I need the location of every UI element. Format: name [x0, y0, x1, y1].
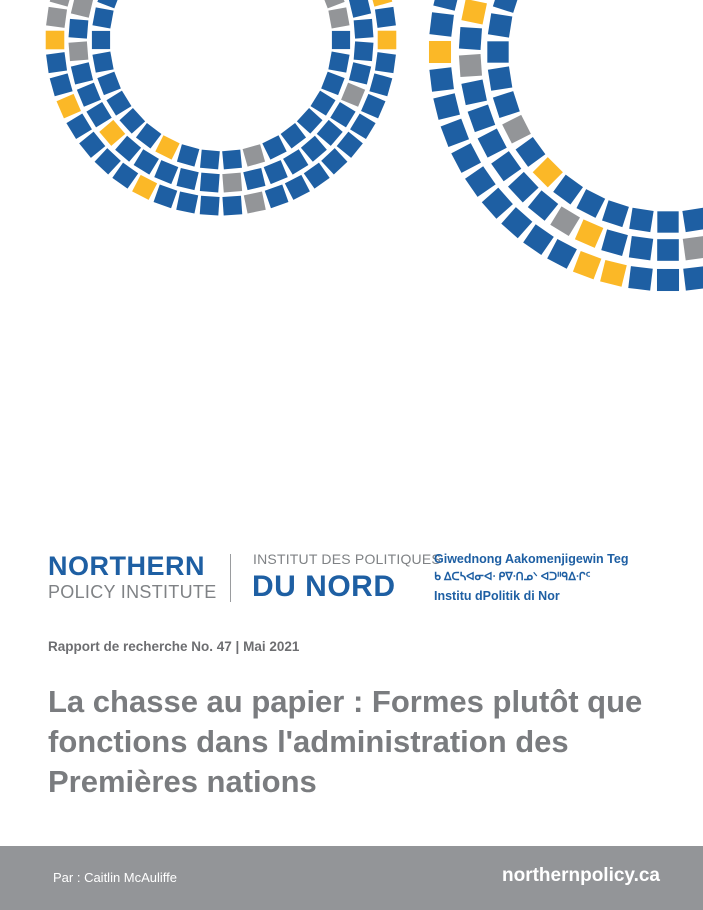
ring-tile [92, 31, 110, 49]
ring-tile [106, 91, 131, 116]
ring-tile [311, 91, 336, 116]
npi-logo-policy-institute: POLICY INSTITUTE [48, 582, 217, 602]
ring-tile [657, 211, 678, 232]
ring-tile [330, 102, 355, 127]
ring-tile [482, 188, 513, 219]
ring-tile [46, 31, 65, 50]
ring-tile [501, 207, 532, 238]
ring-tile [441, 119, 469, 147]
ipn-logo-du-nord: DU NORD [252, 570, 396, 603]
ring-tile [92, 7, 113, 28]
left-ring [46, 0, 397, 216]
ring-tile [177, 168, 199, 190]
ring-tile [459, 54, 482, 77]
ring-tile [285, 175, 310, 200]
ring-tile [628, 266, 653, 291]
ring-tile [97, 72, 121, 96]
ring-tile [200, 196, 220, 216]
ring-tile [92, 51, 113, 72]
ring-tile [46, 52, 67, 73]
ring-tile [222, 173, 242, 193]
ring-tile [488, 66, 512, 90]
ring-tile [516, 137, 546, 167]
logo-divider [230, 554, 231, 602]
ring-tile [502, 115, 531, 144]
ring-tile [57, 94, 81, 118]
right-ring [429, 0, 703, 291]
ring-tile [176, 192, 198, 214]
ring-tile [50, 0, 73, 7]
ring-tile [461, 0, 487, 25]
ring-tile [433, 93, 460, 120]
ring-tile [115, 136, 141, 162]
ring-tile [200, 150, 220, 170]
ring-tile [488, 13, 512, 37]
ring-tile [341, 83, 365, 107]
ring-tile [50, 73, 73, 96]
ring-tile [281, 123, 306, 148]
ring-tile [349, 62, 371, 84]
ipn-logo-institut: INSTITUT DES POLITIQUES [253, 551, 441, 567]
ring-tile [493, 91, 520, 118]
ring-tile [354, 19, 374, 39]
ring-tile [71, 0, 93, 18]
ring-tile [321, 72, 345, 96]
ring-tile [136, 123, 161, 148]
ring-tile [575, 219, 603, 247]
ring-tile [629, 208, 653, 232]
ring-tile [451, 143, 481, 173]
ring-tile [317, 120, 343, 146]
ring-tile [487, 41, 508, 62]
ring-tile [429, 12, 454, 37]
ring-tile [321, 148, 347, 174]
ring-tile [99, 120, 125, 146]
ring-tile [573, 251, 601, 279]
ring-tile [657, 239, 679, 261]
report-meta: Rapport de recherche No. 47 | Mai 2021 [48, 639, 300, 654]
ring-tile [523, 224, 554, 255]
ring-tile [265, 185, 289, 209]
ring-tile [550, 206, 580, 236]
ring-tile [350, 113, 376, 139]
ring-tile [601, 229, 628, 256]
ring-tile [134, 149, 159, 174]
ring-tile [77, 83, 101, 107]
ring-tile [154, 160, 178, 184]
ring-tile [600, 260, 627, 287]
ring-tile [491, 151, 521, 181]
ring-tile [465, 166, 496, 197]
ring-tile [354, 41, 374, 61]
ring-tile [69, 19, 89, 39]
ring-tile [97, 0, 121, 8]
ring-tile [132, 175, 157, 200]
ring-tile [297, 108, 323, 134]
ring-tile [95, 148, 121, 174]
indigenous-name-michif: Institu dPolitik di Nor [434, 589, 560, 603]
ring-tile [321, 0, 345, 8]
ring-tile [361, 94, 385, 118]
ring-tile [86, 102, 111, 127]
ring-tile [283, 149, 308, 174]
ring-tile [79, 132, 105, 158]
ring-tile [602, 200, 629, 227]
indigenous-name-syllabics: ᑲ ᐃᑕᓴᐊᓂᐊᐧ ᑭᐁᐧᑎᓄᐠ ᐊᑐᐦᑫᐃᐧᒋᑦ [434, 571, 591, 583]
ring-tile [429, 67, 454, 92]
ring-tile [369, 73, 392, 96]
ring-tile [429, 41, 451, 63]
website-link[interactable]: northernpolicy.ca [501, 865, 660, 886]
ring-tile [461, 79, 487, 105]
ring-tile [683, 266, 703, 291]
ring-tile [478, 129, 507, 158]
ring-tile [177, 144, 199, 166]
ring-tile [262, 135, 286, 159]
ring-tile [629, 236, 653, 260]
ring-tile [547, 239, 577, 269]
ring-tile [112, 163, 138, 189]
ring-tile [71, 62, 93, 84]
ring-tile [243, 168, 265, 190]
npi-logo-northern: NORTHERN [48, 551, 205, 581]
ring-tile [553, 175, 583, 205]
report-title: La chasse au papier : Formes plutôt que fonctions dans l'administration des Premières nations [48, 684, 643, 799]
ring-tile [69, 41, 89, 61]
ring-tile [528, 190, 558, 220]
ring-tile [301, 136, 327, 162]
ring-tile [66, 113, 92, 139]
ring-tile [682, 208, 703, 232]
ring-tile [222, 150, 242, 170]
ring-tile [468, 104, 496, 132]
ring-tile [244, 192, 266, 214]
indigenous-name-ojibwe: Giwednong Aakomenjigewin Teg [434, 552, 629, 566]
ring-tile [508, 172, 539, 203]
ring-tile [337, 132, 363, 158]
ring-tile [576, 189, 605, 218]
ring-tile [433, 0, 460, 11]
ring-tile [375, 52, 396, 73]
ring-tile [46, 7, 67, 28]
footer-bar [0, 846, 703, 910]
ring-tile [304, 163, 330, 189]
ring-tile [328, 7, 349, 28]
author-credit: Par : Caitlin McAuliffe [53, 870, 178, 885]
ring-tile [222, 196, 242, 216]
ring-tile [459, 27, 482, 50]
ring-tile [154, 185, 178, 209]
ring-tile [155, 135, 179, 159]
ring-tile [332, 31, 350, 49]
ring-tile [378, 31, 397, 50]
ring-tile [200, 173, 220, 193]
ring-tile [243, 144, 265, 166]
logo-row [48, 548, 688, 608]
ring-tile [533, 157, 563, 187]
ring-tile [119, 108, 145, 134]
ring-tile [369, 0, 392, 7]
ring-tile [349, 0, 371, 18]
ring-tile [493, 0, 520, 13]
ring-tile [375, 7, 396, 28]
ring-tile [328, 51, 349, 72]
ring-tile [264, 160, 288, 184]
ring-tile [683, 236, 703, 260]
ring-tile [657, 269, 679, 291]
